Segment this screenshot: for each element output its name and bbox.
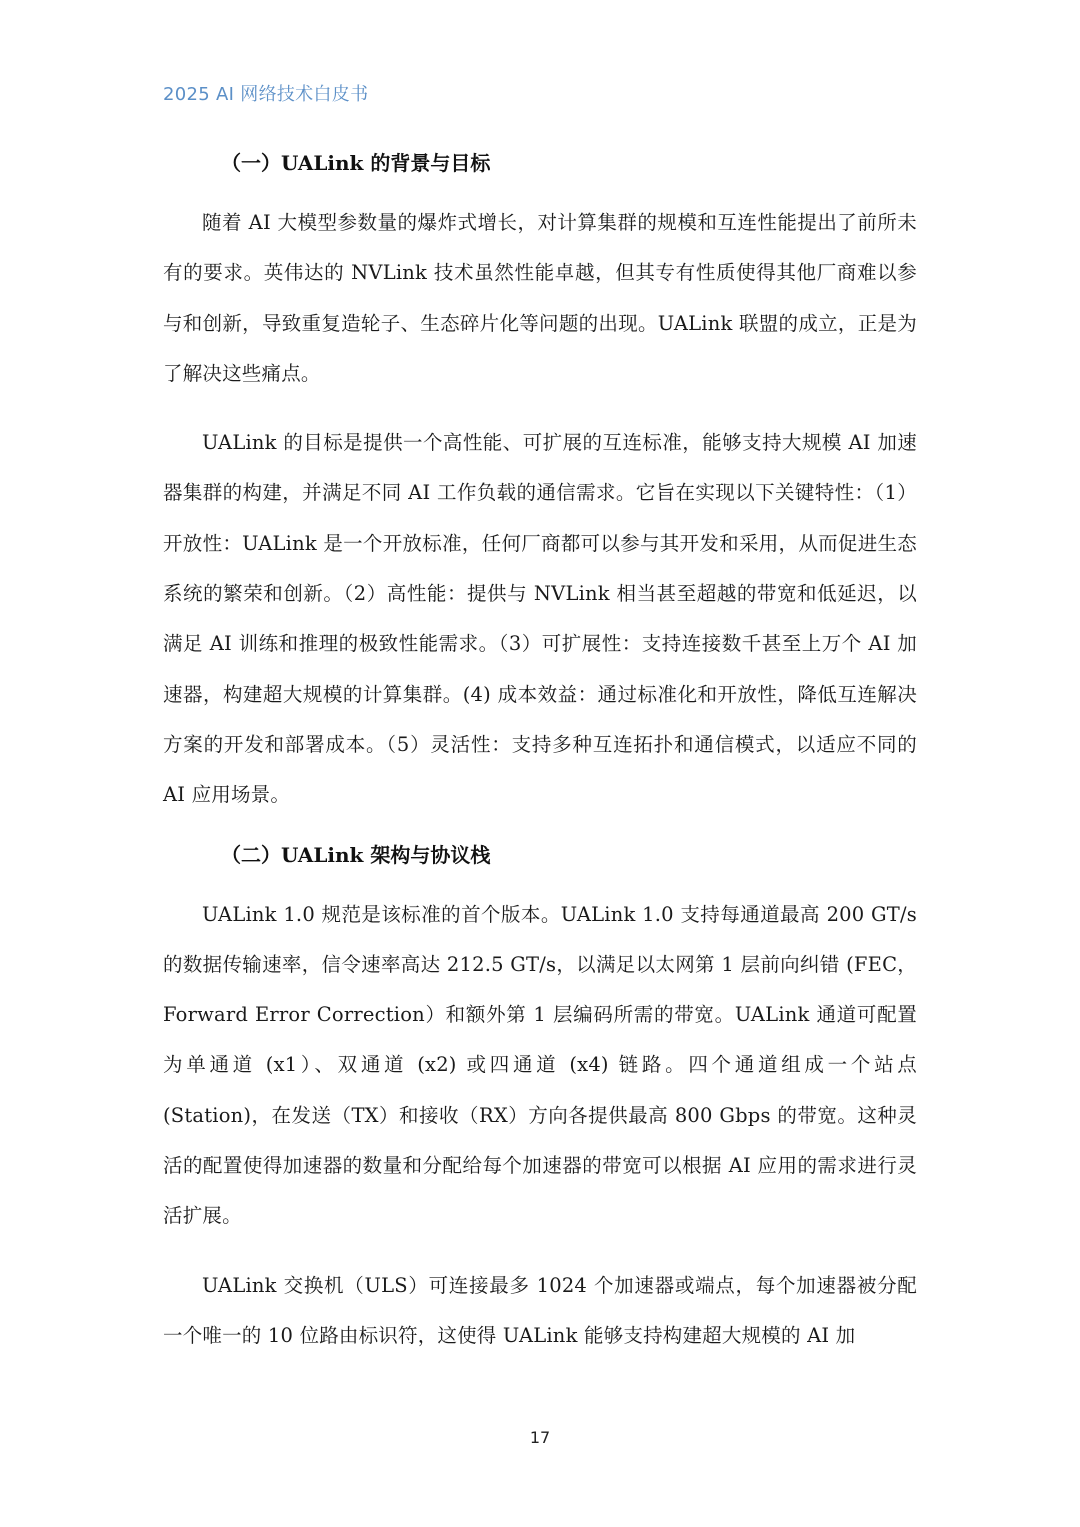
paragraph: UALink 交换机（ULS）可连接最多 1024 个加速器或端点，每个加速器被分配一个唯一的 10 位路由标识符，这使得 UALink 能够支持构建超大规模的 AI 加 xyxy=(163,1273,917,1347)
paragraph: UALink 的目标是提供一个高性能、可扩展的互连标准，能够支持大规模 AI 加速器集群的构建，并满足不同 AI 工作负载的通信需求。它旨在实现以下关键特性：（1）开放性：UALink 是一个开放标准，任何厂商都可以参与其开发和采用，从而促进生态系统的繁荣和创新。（2）高性能：提供与 NVLink 相当甚至超越的带宽和低延迟，以满足 AI 训练和推理的极致性能需求。（3）可扩展性：支持连接数千甚至上万个 AI 加速器，构建超大规模的计算集群。(4) 成本效益：通过标准化和开放性，降低互连解决方案的开发和部署成本。（5）灵活性：支持多种互连拓扑和通信模式，以适应不同的 AI 应用场景。 xyxy=(163,431,917,807)
running-header: 2025 AI 网络技术白皮书 xyxy=(163,84,369,105)
section-heading-background: （一）UALink 的背景与目标 xyxy=(221,151,491,175)
section-heading-architecture: （二）UALink 架构与协议栈 xyxy=(221,842,491,867)
page-body xyxy=(163,148,917,1380)
paragraph: UALink 1.0 规范是该标准的首个版本。UALink 1.0 支持每通道最高 200 GT/s 的数据传输速率，信令速率高达 212.5 GT/s，以满足以太网第 1 层前向纠错 (FEC，Forward Error Correction）和额外第 1 层编码所需的带宽。UALink 通道可配置为单通道 (x1）、双通道 (x2) 或四通道 (x4) 链路。四个通道组成一个站点 (Station)，在发送（TX）和接收（RX）方向各提供最高 800 Gbps 的带宽。这种灵活的配置使得加速器的数量和分配给每个加速器的带宽可以根据 AI 应用的需求进行灵活扩展。 xyxy=(163,902,917,1228)
paragraph: 随着 AI 大模型参数量的爆炸式增长，对计算集群的规模和互连性能提出了前所未有的要求。英伟达的 NVLink 技术虽然性能卓越，但其专有性质使得其他厂商难以参与和创新，导致重复造轮子、生态碎片化等问题的出现。UALink 联盟的成立，正是为了解决这些痛点。 xyxy=(163,211,917,385)
page-number: 17 xyxy=(529,1428,551,1447)
